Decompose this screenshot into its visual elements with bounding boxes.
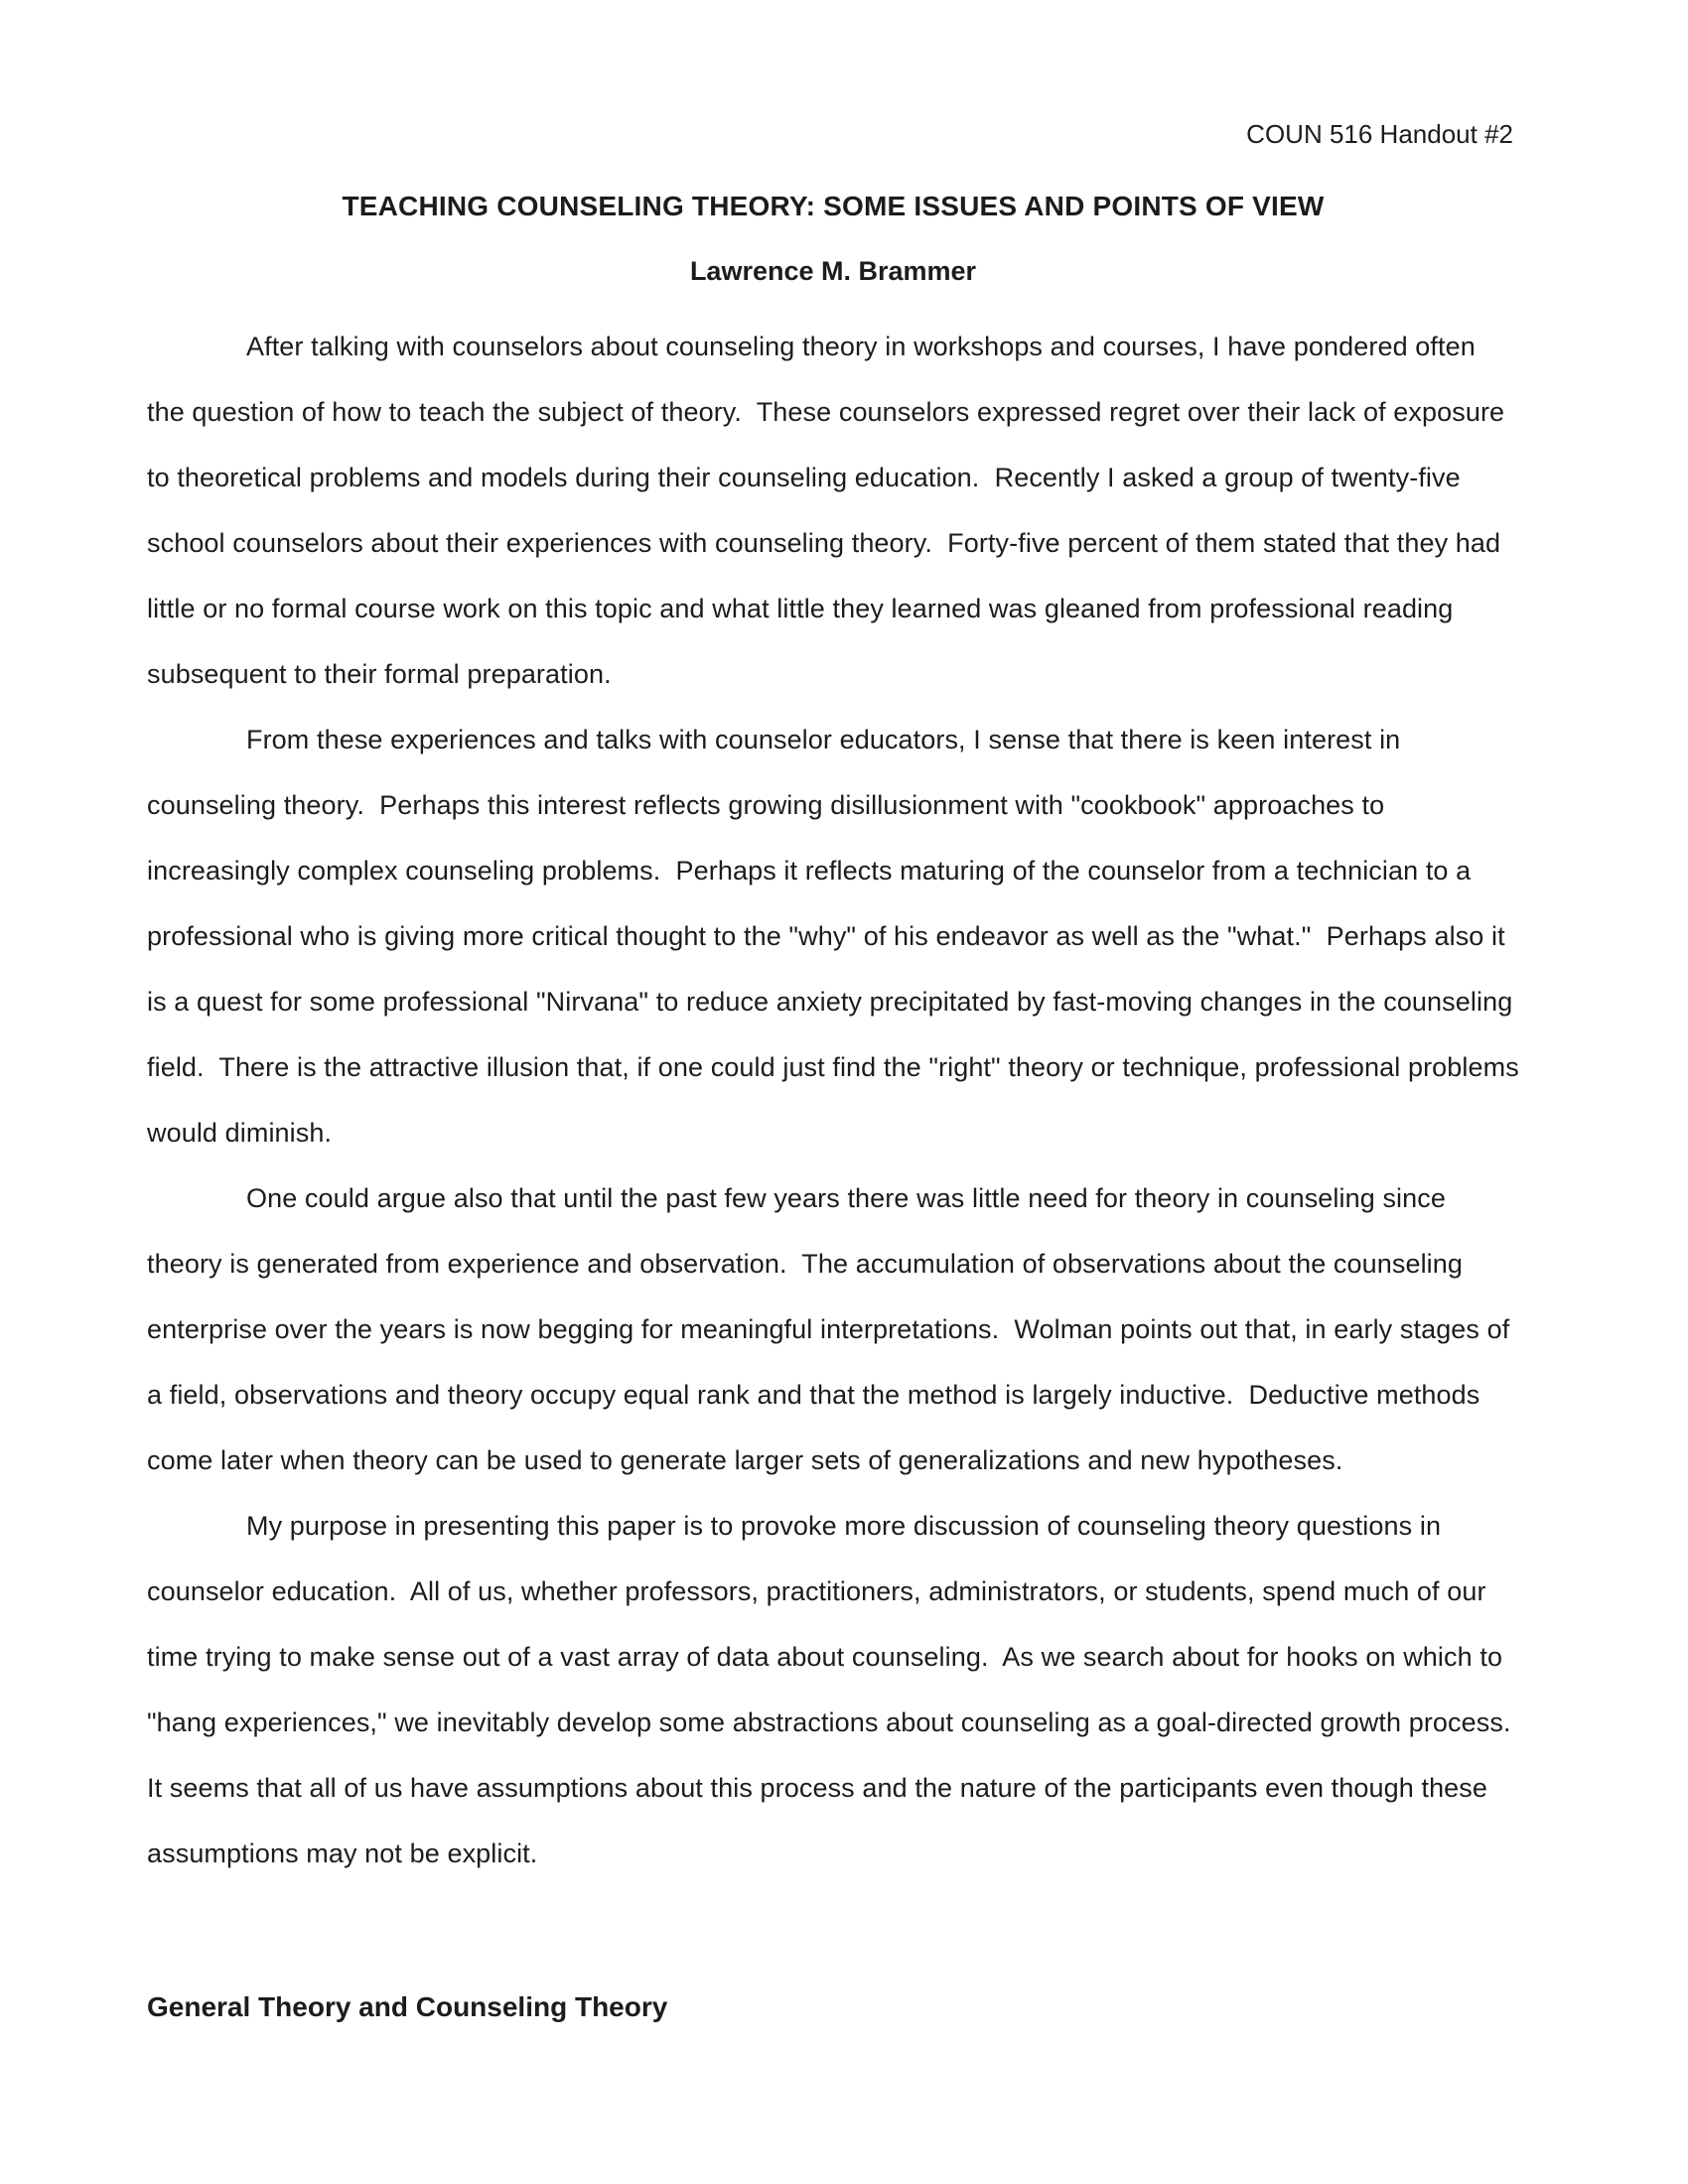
paragraph-2: From these experiences and talks with counselor educators, I sense that there is keen interest in counseling theory. Perhaps this interest reflects growing disillusionment with "cookbook" approaches to increasingly complex counseling problems. Perhaps it reflects maturing of the counselor from a technician to a professional who is giving more critical thought to the "why" of his endeavor as well as the "what." Perhaps also it is a quest for some professional "Nirvana" to reduce anxiety precipitated by fast-moving changes in the counseling field. There is the attractive illusion that, if one could just find the "right" theory or technique, professional problems would diminish. xyxy=(147,725,1527,1148)
paragraph-4: My purpose in presenting this paper is to provoke more discussion of counseling theory questions in counselor education. All of us, whether professors, practitioners, administrators, or students, spend much of our time trying to make sense out of a vast array of data about counseling. As we search about for hooks on which to "hang experiences," we inevitably develop some abstractions about counseling as a goal-directed growth process. It seems that all of us have assumptions about this process and the nature of the participants even though these assumptions may not be explicit. xyxy=(147,1511,1526,1868)
header-course-label: COUN 516 Handout #2 xyxy=(1246,119,1513,149)
section-heading: General Theory and Counseling Theory xyxy=(147,1991,668,2022)
document-body xyxy=(147,314,1527,1886)
document-title: TEACHING COUNSELING THEORY: SOME ISSUES AND POINTS OF VIEW xyxy=(342,191,1325,221)
author-name: Lawrence M. Brammer xyxy=(689,256,977,286)
paragraph-1: After talking with counselors about counseling theory in workshops and courses, I have pondered often the question of how to teach the subject of theory. These counselors expressed regret over their lack of exposure to theoretical problems and models during their counseling education. Recently I asked a group of twenty-five school counselors about their experiences with counseling theory. Forty-five percent of them stated that they had little or no formal course work on this topic and what little they learned was gleaned from professional reading subsequent to their formal preparation. xyxy=(147,332,1512,689)
paragraph-3: One could argue also that until the past few years there was little need for theory in counseling since theory is generated from experience and observation. The accumulation of observations about the counseling enterprise over the years is now begging for meaningful interpretations. Wolman points out that, in early stages of a field, observations and theory occupy equal rank and that the method is largely inductive. Deductive methods come later when theory can be used to generate larger sets of generalizations and new hypotheses. xyxy=(147,1183,1517,1475)
